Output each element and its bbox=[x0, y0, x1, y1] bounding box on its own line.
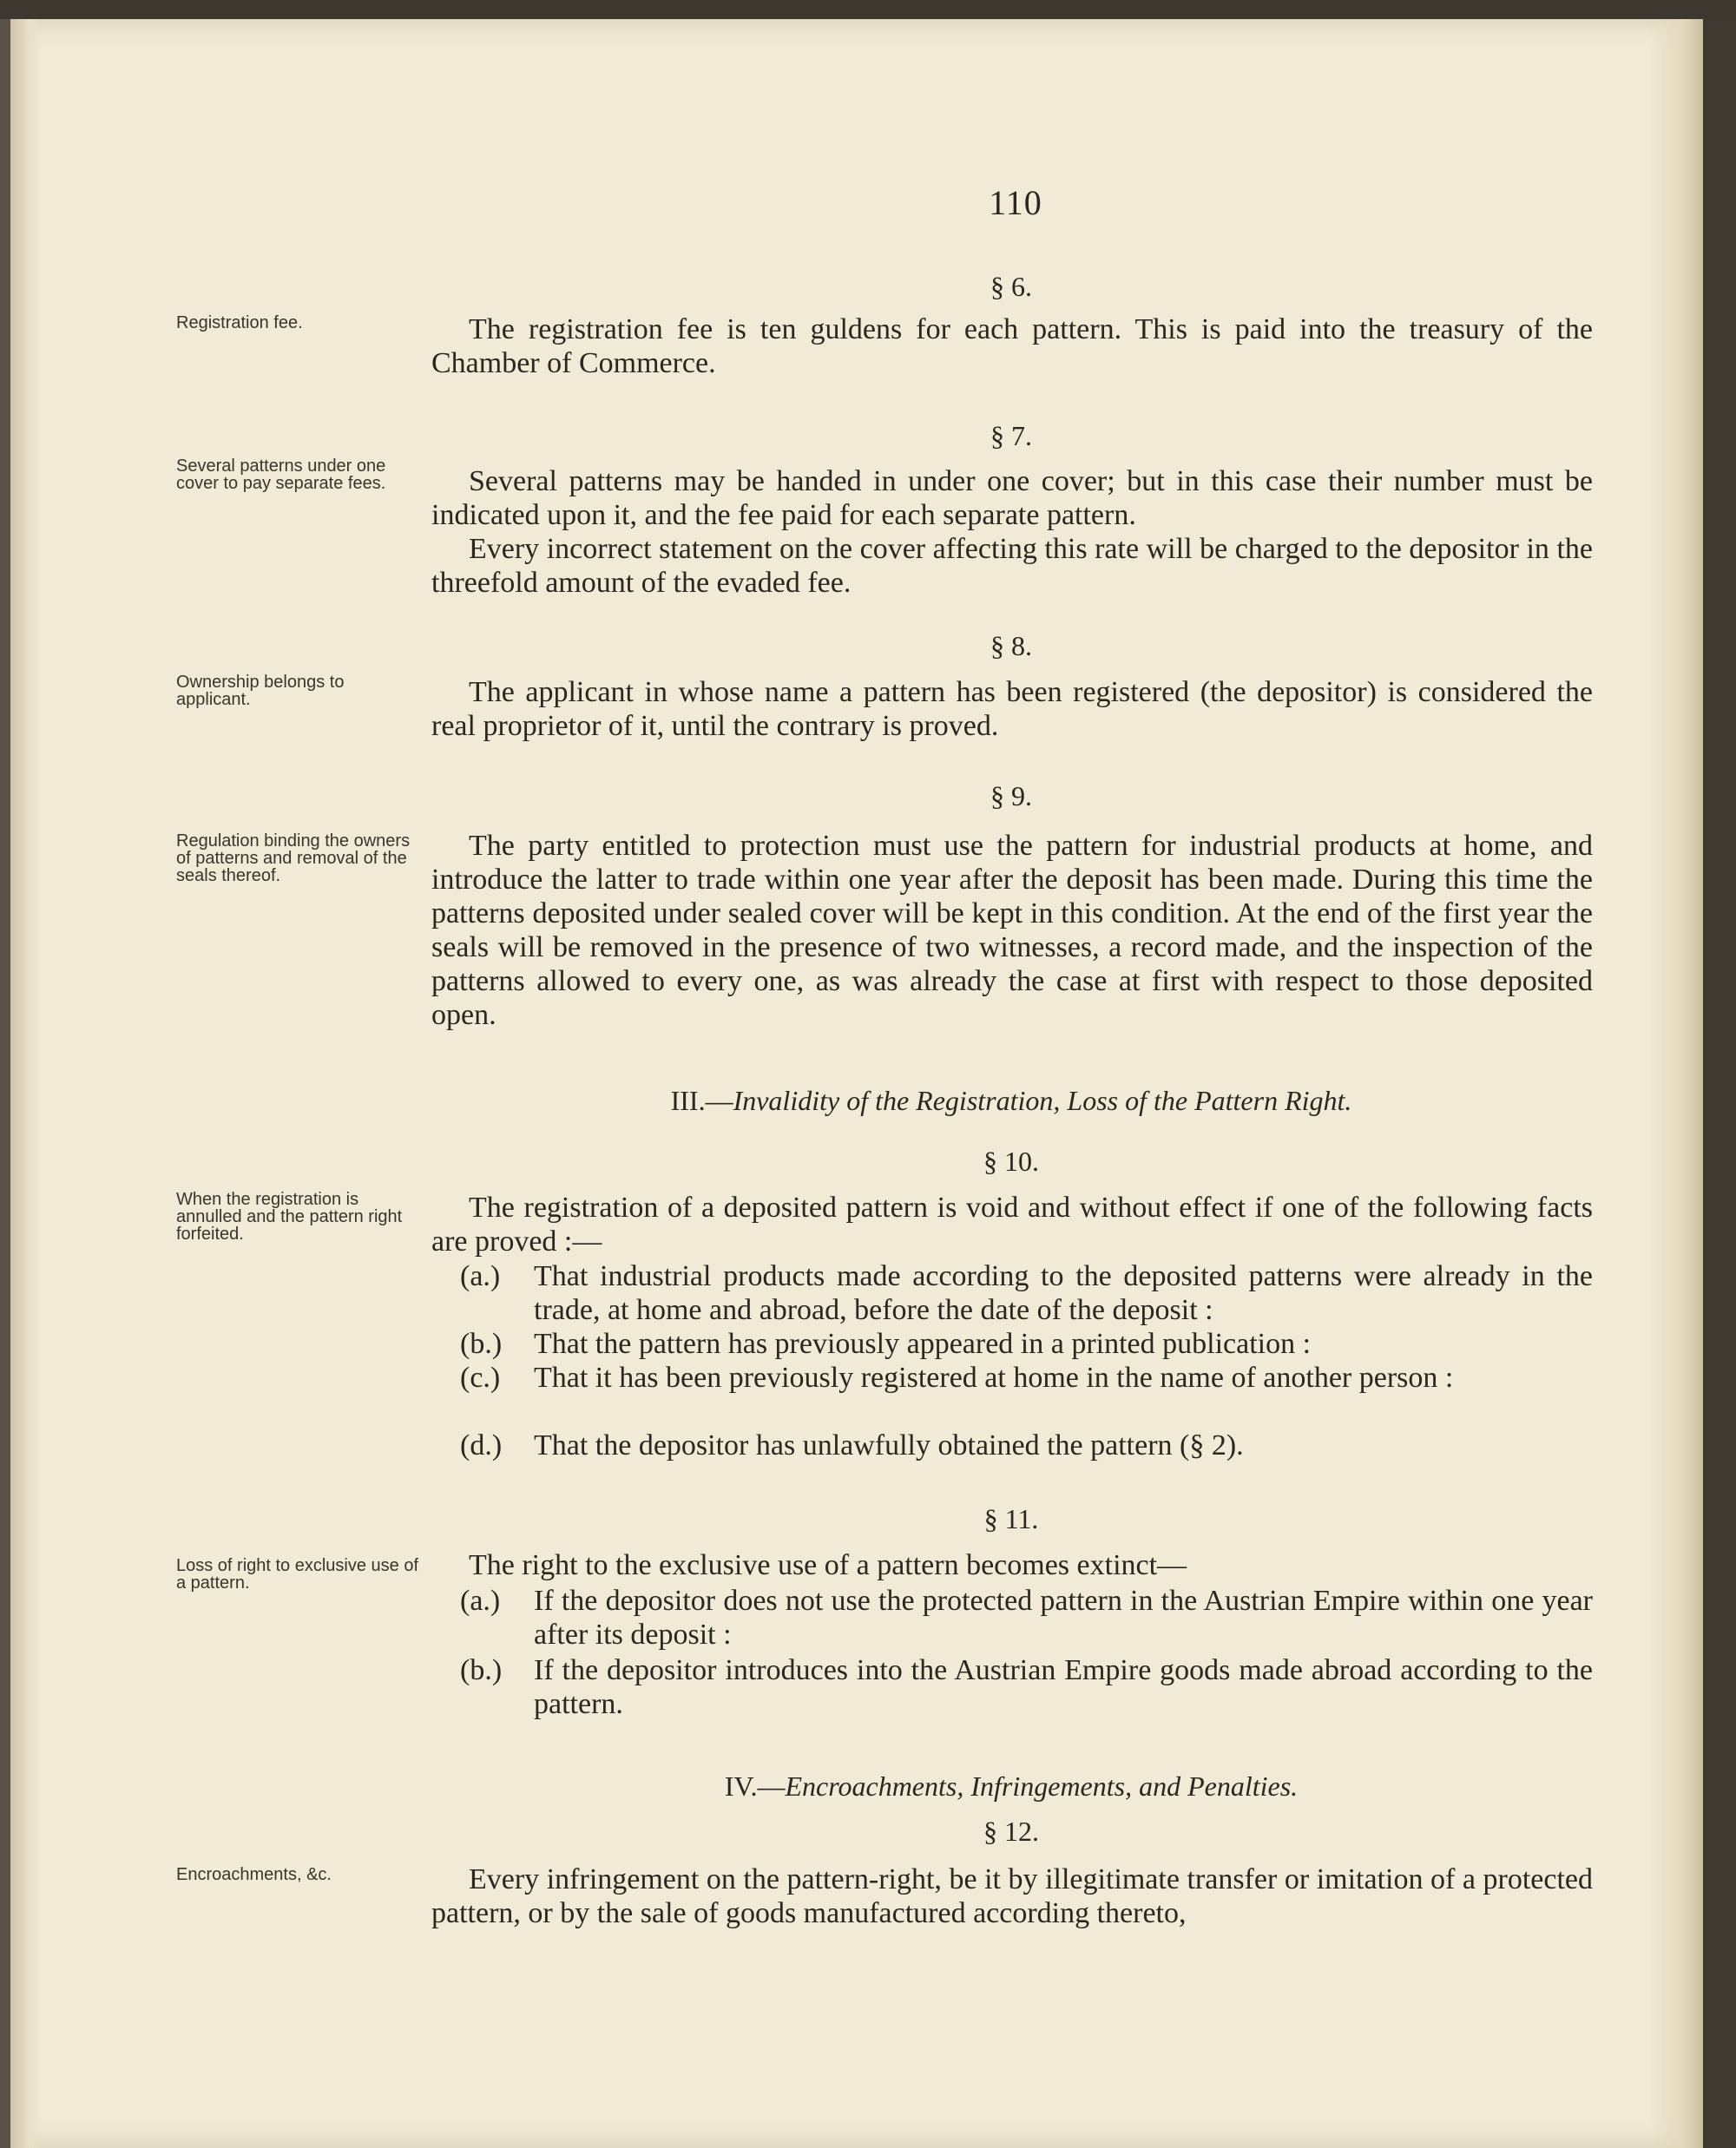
margin-note-registration-fee: Registration fee. bbox=[176, 313, 303, 332]
list-item bbox=[460, 1429, 1593, 1462]
item-text: If the depositor does not use the protected pattern in the Austrian Empire within one year after its deposit : bbox=[534, 1585, 1593, 1651]
paragraph: The registration of a deposited pattern is void and without effect if one of the following facts are proved :— bbox=[431, 1192, 1593, 1258]
section-6-text bbox=[431, 312, 1593, 380]
margin-note-loss-of-right: Loss of right to exclusive use of a pattern. bbox=[176, 1556, 419, 1593]
page-edge-shadow bbox=[1649, 19, 1703, 2148]
item-label: (d.) bbox=[460, 1429, 503, 1462]
paragraph: The applicant in whose name a pattern has been registered (the depositor) is considered the real proprietor of it, until the contrary is proved. bbox=[431, 676, 1593, 742]
section-12-text bbox=[431, 1862, 1593, 1930]
margin-note-encroachments: Encroachments, &c. bbox=[176, 1865, 332, 1884]
item-label: (b.) bbox=[460, 1654, 503, 1686]
margin-note-ownership: Ownership belongs to applicant. bbox=[176, 673, 345, 709]
item-text: If the depositor introduces into the Austrian Empire goods made abroad according to the pattern. bbox=[534, 1654, 1593, 1720]
section-mark-6: § 6. bbox=[990, 271, 1032, 302]
page-number: 110 bbox=[989, 183, 1042, 222]
section-10-text bbox=[431, 1191, 1593, 1258]
page-gutter-shadow bbox=[10, 19, 42, 2148]
paragraph: Every infringement on the pattern-right, be it by illegitimate transfer or imitation of a protected pattern, or by the sale of goods manufactured according thereto, bbox=[431, 1863, 1593, 1929]
item-label: (b.) bbox=[460, 1328, 503, 1360]
paragraph: The registration fee is ten guldens for each pattern. This is paid into the treasury of the Chamber of Commerce. bbox=[431, 313, 1593, 379]
section-mark-8: § 8. bbox=[990, 630, 1032, 661]
heading-numeral: III.— bbox=[670, 1085, 733, 1116]
margin-note-several-patterns: Several patterns under one cover to pay separate fees. bbox=[176, 457, 386, 493]
paragraph: Every incorrect statement on the cover affecting this rate will be charged to the depositor in the threefold amount of the evaded fee. bbox=[431, 533, 1593, 599]
section-mark-7: § 7. bbox=[990, 420, 1032, 451]
heading-title: Invalidity of the Registration, Loss of the Pattern Right. bbox=[733, 1085, 1352, 1116]
item-label: (a.) bbox=[460, 1585, 501, 1617]
item-text: That the depositor has unlawfully obtained the pattern (§ 2). bbox=[534, 1429, 1244, 1462]
list-item bbox=[460, 1327, 1593, 1361]
section-9-text bbox=[431, 829, 1593, 1032]
paragraph: Several patterns may be handed in under one cover; but in this case their number must be indicated upon it, and the fee paid for each separate pattern. bbox=[431, 465, 1593, 531]
item-label: (a.) bbox=[460, 1260, 501, 1292]
section-mark-12: § 12. bbox=[983, 1816, 1039, 1847]
paragraph: The right to the exclusive use of a pattern becomes extinct— bbox=[469, 1549, 1187, 1581]
paragraph: The party entitled to protection must use the pattern for industrial products at home, and introduce the latter to trade within one year after the deposit has been made. During this time the patterns deposited under sealed cover will be kept in this condition. At the end of the first year the seals will be removed in the presence of two witnesses, a record made, and the inspection of the patterns allowed to every one, as was already the case at first with respect to those deposited open. bbox=[431, 830, 1593, 1031]
heading-title: Encroachments, Infringements, and Penalties. bbox=[785, 1770, 1299, 1802]
scan-background-right bbox=[1703, 19, 1736, 2148]
section-8-text bbox=[431, 675, 1593, 743]
scan-background-top bbox=[0, 0, 1736, 19]
section-mark-11: § 11. bbox=[983, 1503, 1039, 1534]
chapter-heading-4 bbox=[430, 1770, 1593, 1803]
list-item bbox=[460, 1584, 1593, 1652]
section-7-text bbox=[431, 464, 1593, 600]
section-11-text bbox=[431, 1548, 1593, 1582]
list-item bbox=[460, 1259, 1593, 1327]
section-mark-10: § 10. bbox=[983, 1146, 1039, 1177]
item-text: That it has been previously registered at home in the name of another person : bbox=[534, 1362, 1454, 1394]
margin-note-registration-annulled: When the registration is annulled and the pattern right forfeited. bbox=[176, 1190, 403, 1244]
list-item bbox=[460, 1653, 1593, 1721]
list-item bbox=[460, 1361, 1593, 1395]
item-label: (c.) bbox=[460, 1362, 501, 1394]
heading-numeral: IV.— bbox=[724, 1770, 786, 1802]
item-text: That the pattern has previously appeared in a printed publication : bbox=[534, 1328, 1312, 1360]
chapter-heading-3 bbox=[430, 1085, 1593, 1117]
item-text: That industrial products made according to the deposited patterns were already in the trade, at home and abroad, before the date of the deposit : bbox=[534, 1260, 1593, 1326]
section-mark-9: § 9. bbox=[990, 780, 1032, 811]
margin-note-regulation: Regulation binding the owners of patterns and removal of the seals thereof. bbox=[176, 831, 411, 885]
